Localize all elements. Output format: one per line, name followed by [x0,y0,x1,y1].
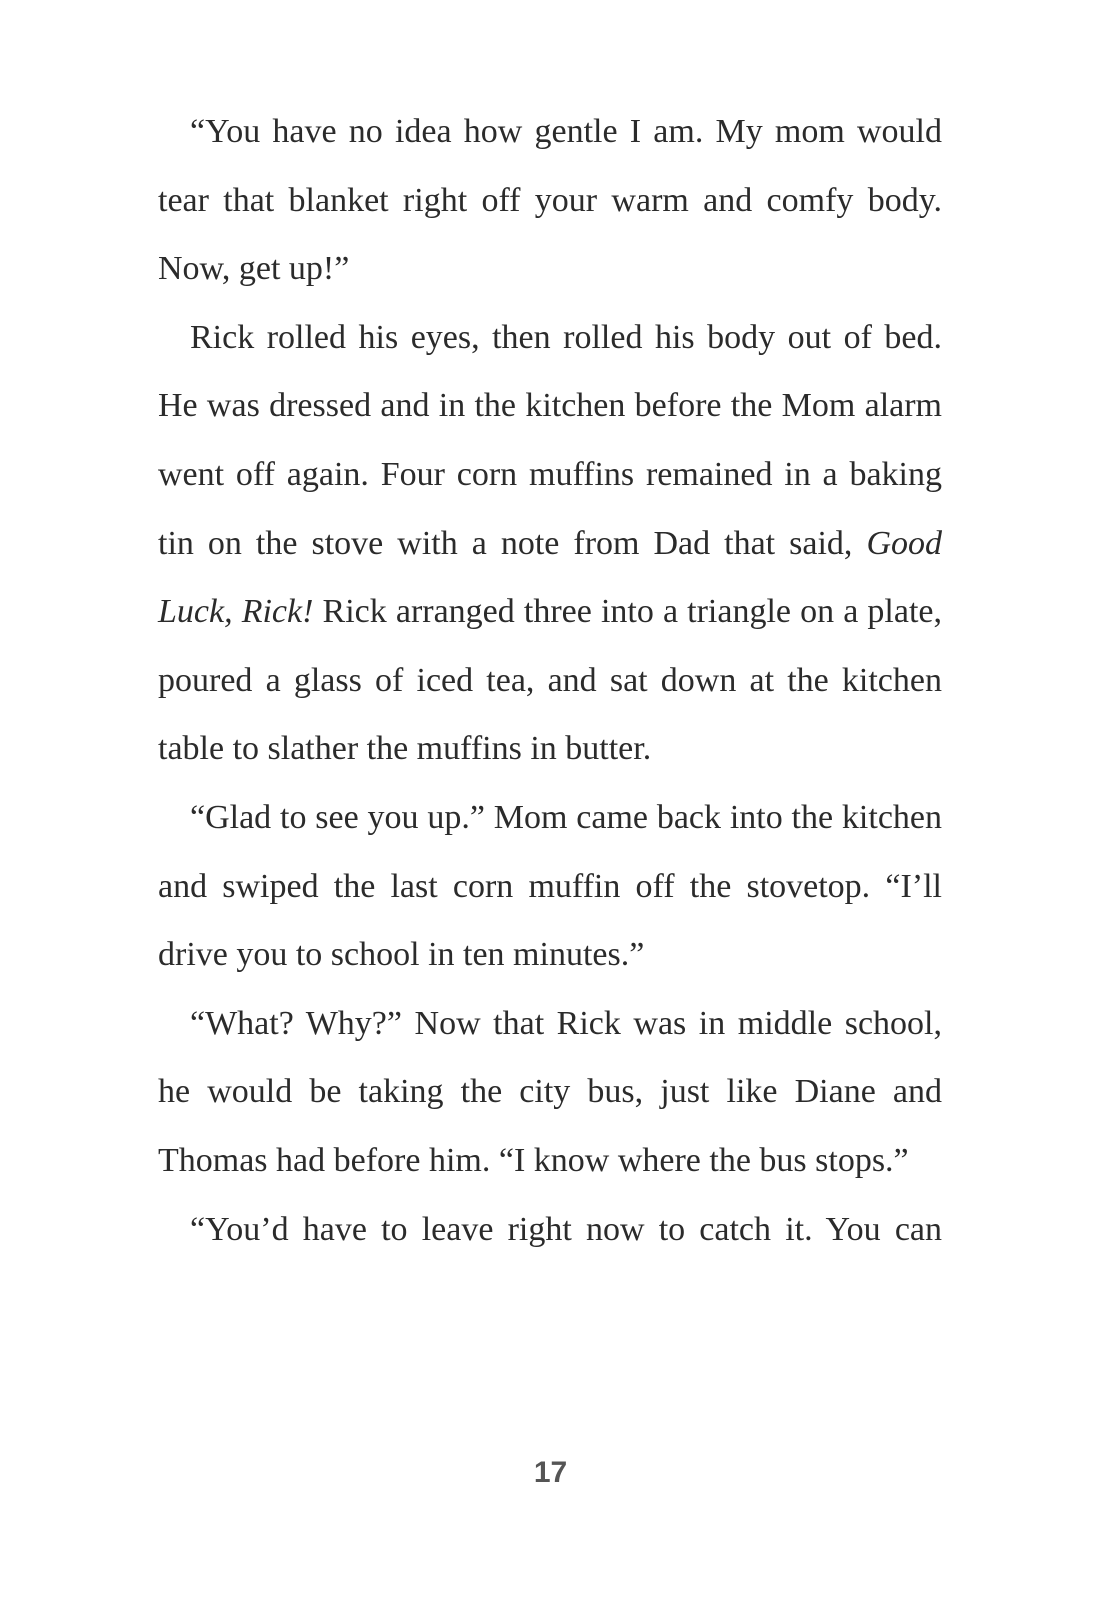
paragraph-2-text-before: Rick rolled his eyes, then rolled his body out of bed. He was dressed and in the kitchen before the Mom alarm went off again. Four corn muffins remained in a baking tin on the stove with a note from Dad that said, [158,318,942,562]
note-italic-text: Good Luck, Rick! [158,524,942,631]
paragraph-3-text: “Glad to see you up.” Mom came back into the kitchen and swiped the last corn muffin off the stovetop. “I’ll drive you to school in ten minutes.” [158,798,942,974]
paragraph-2 [158,304,942,784]
paragraph-3 [158,784,942,990]
paragraph-1 [158,98,942,304]
paragraph-4-text: “What? Why?” Now that Rick was in middle school, he would be taking the city bus, just like Diane and Thomas had before him. “I know where the bus stops.” [158,1004,942,1179]
body-text [158,98,942,1264]
paragraph-5 [158,1196,942,1265]
paragraph-5-text: “You’d have to leave right now to catch it. You can [190,1210,942,1248]
paragraph-2-text-after: Rick arranged three into a triangle on a plate, poured a glass of iced tea, and sat down at the kitchen table to slather the muffins in butter. [158,593,942,768]
paragraph-4 [158,990,942,1196]
page-number: 17 [533,1456,568,1489]
paragraph-1-text: “You have no idea how gentle I am. My mom would tear that blanket right off your warm and comfy body. Now, get up!” [158,113,942,288]
